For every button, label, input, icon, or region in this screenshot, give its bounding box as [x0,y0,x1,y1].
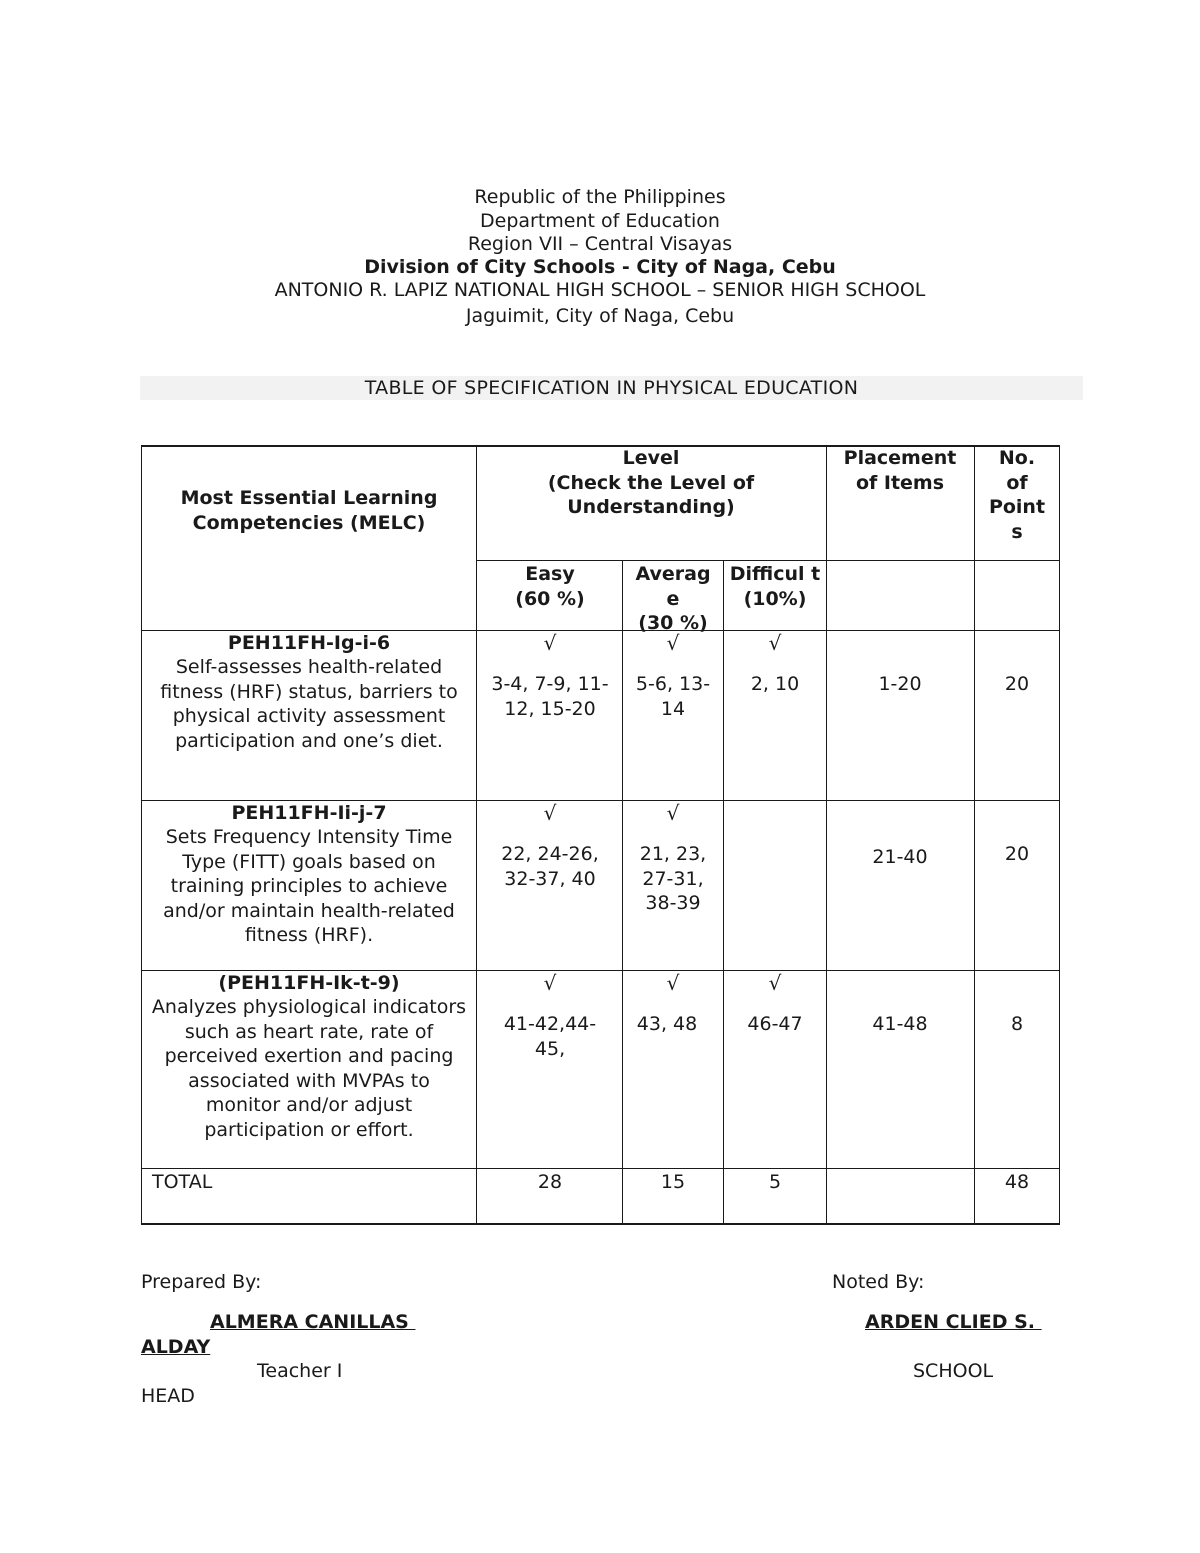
row1-average-items: 5-6, 13-14 [635,673,711,720]
header-difficult: Difficul t (10%) [729,563,821,610]
prepared-by-label: Prepared By: [141,1271,262,1293]
noter-name: ARDEN CLIED S. [865,1311,1042,1333]
row1-placement: 1-20 [878,673,922,695]
row1-code: PEH11FH-Ig-i-6 [227,632,391,654]
letterhead-division: Division of City Schools - City of Naga, Cebu [364,256,836,278]
preparer-name-first: ALMERA CANILLAS [210,1311,416,1333]
row2-average-items: 21, 23, 27-31, 38-39 [639,843,707,914]
row3-code: (PEH11FH-Ik-t-9) [218,972,400,994]
row2-easy-items: 22, 24-26, 32-37, 40 [501,843,599,890]
header-average: Averag e (30 %) [635,563,711,634]
row1-easy-check: √ [543,631,557,655]
noter-title-first: SCHOOL [913,1360,994,1382]
row2-easy-check: √ [543,801,557,825]
row3-average-items: 43, 48 [636,1013,698,1035]
total-average: 15 [660,1171,686,1193]
row3-placement: 41-48 [872,1013,928,1035]
header-placement: Placement of Items [843,447,957,494]
row2-competency: Sets Frequency Intensity Time Type (FITT) goals based on training principles to achieve and/or maintain health-related fitness (HRF). [163,826,455,946]
row1-points: 20 [1004,673,1030,695]
noted-by-label: Noted By: [832,1271,925,1293]
row3-difficult-check: √ [768,971,782,995]
header-level: Level (Check the Level of Understanding) [547,447,755,518]
row1-average-check: √ [666,631,680,655]
table-col-line-3 [723,560,724,1225]
table-col-line-1 [476,445,477,1225]
row3-average-check: √ [666,971,680,995]
row2-placement: 21-40 [872,846,928,868]
preparer-name-last: ALDAY [141,1336,211,1358]
table-border-right [1059,445,1060,1225]
table-col-line-5 [974,445,975,1225]
letterhead-school: ANTONIO R. LAPIZ NATIONAL HIGH SCHOOL – SENIOR HIGH SCHOOL [274,279,926,301]
header-melc: Most Essential Learning Competencies (MELC) [180,487,438,534]
letterhead-address: Jaguimit, City of Naga, Cebu [465,305,735,327]
table-subheader-line [476,560,1060,561]
letterhead-department: Department of Education [480,210,720,232]
table-border-bottom [141,1223,1060,1225]
header-points: No. of Point s [988,447,1046,543]
row3-points: 8 [1010,1013,1024,1035]
total-points: 48 [1004,1171,1030,1193]
row1-difficult-check: √ [768,631,782,655]
preparer-title: Teacher I [257,1360,343,1382]
total-label: TOTAL [152,1171,213,1193]
row3-easy-check: √ [543,971,557,995]
row2-code: PEH11FH-Ii-j-7 [231,802,387,824]
header-easy: Easy (60 %) [515,563,585,610]
row1-difficult-items: 2, 10 [750,673,800,695]
total-difficult: 5 [768,1171,782,1193]
letterhead-republic: Republic of the Philippines [474,186,726,208]
row3-easy-items: 41-42,44-45, [503,1013,597,1060]
table-row3-bottom [141,1168,1060,1169]
row1-competency: Self-assesses health-related fitness (HRF) status, barriers to physical activity assessment participation and one’s diet. [160,656,458,752]
row1-easy-items: 3-4, 7-9, 11-12, 15-20 [491,673,609,720]
row3-difficult-items: 46-47 [747,1013,803,1035]
table-border-left [141,445,142,1225]
row2-points: 20 [1004,843,1030,865]
letterhead-region: Region VII – Central Visayas [467,233,733,255]
table-col-line-2 [622,560,623,1225]
row3-competency: Analyzes physiological indicators such as heart rate, rate of perceived exertion and pacing associated with MVPAs to monitor and/or adjust participation or effort. [151,996,467,1141]
document-title: TABLE OF SPECIFICATION IN PHYSICAL EDUCATION [364,377,859,399]
row2-average-check: √ [666,801,680,825]
table-col-line-4 [826,445,827,1225]
noter-title-last: HEAD [141,1385,195,1407]
total-easy: 28 [537,1171,563,1193]
